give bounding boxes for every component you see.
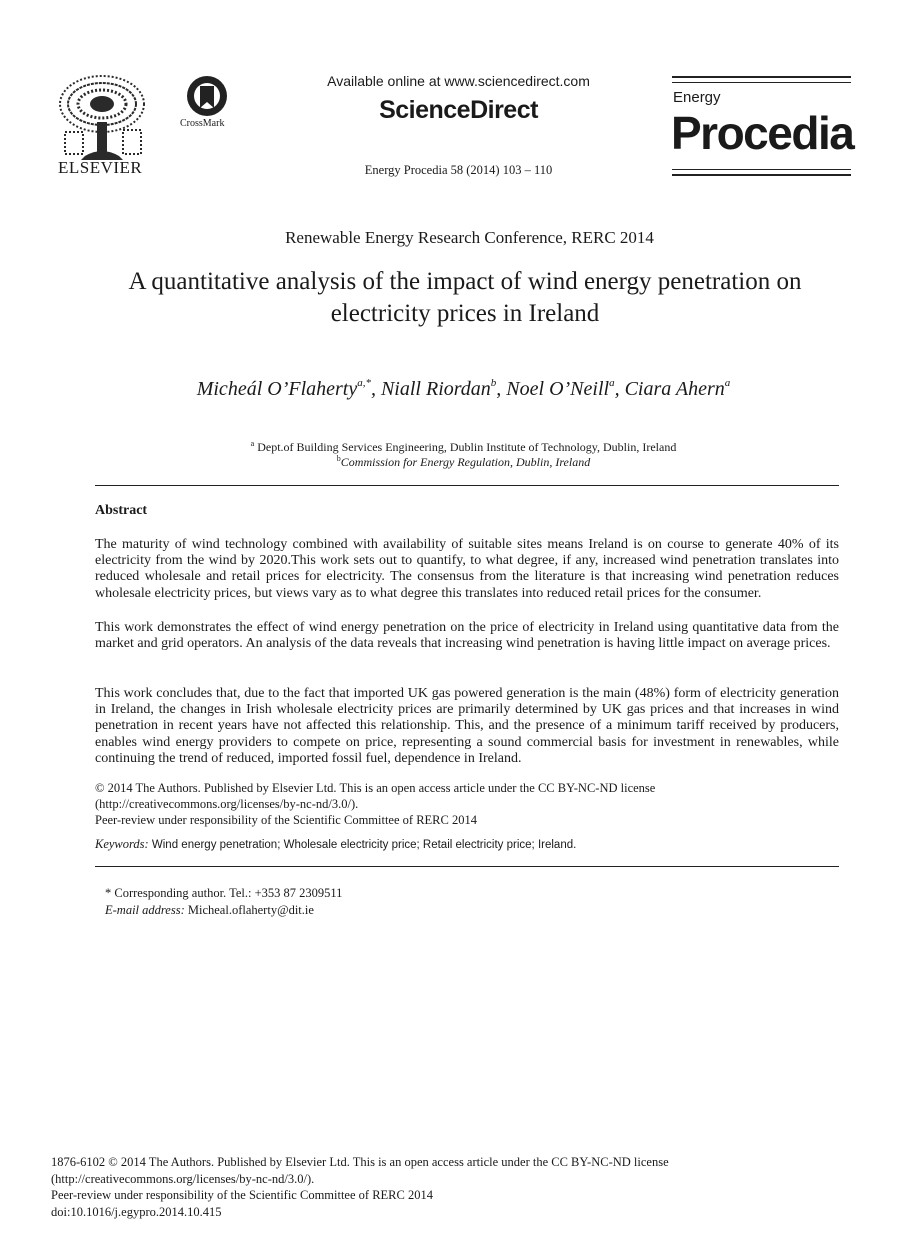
doi-link[interactable]: doi:10.1016/j.egypro.2014.10.415 <box>51 1204 222 1219</box>
author-name: Ciara Ahern <box>624 378 725 400</box>
corresponding-author: * Corresponding author. Tel.: +353 87 2309511 <box>105 886 343 900</box>
author-affiliation-mark: b <box>490 377 497 389</box>
author-affiliation-mark: a <box>724 377 731 389</box>
keywords <box>95 837 839 852</box>
author-separator: , <box>496 378 507 400</box>
author-affiliation-mark: a,* <box>357 377 371 389</box>
author-name: Micheál O’Flaherty <box>196 378 358 400</box>
crossmark-label: CrossMark <box>180 118 225 129</box>
author-separator: , <box>614 378 625 400</box>
license-notice <box>95 780 839 828</box>
license-link[interactable]: (http://creativecommons.org/licenses/by-nc-nd/3.0/). <box>95 797 359 811</box>
abstract-heading: Abstract <box>95 503 148 518</box>
paper-title-line: A quantitative analysis of the impact of wind energy penetration on <box>128 268 802 295</box>
footer-license-link[interactable]: (http://creativecommons.org/licenses/by-nc-nd/3.0/). <box>51 1171 315 1186</box>
keywords-label: Keywords: <box>95 837 149 851</box>
email-address[interactable]: Micheal.oflaherty@dit.ie <box>184 903 314 917</box>
conference-name: Renewable Energy Research Conference, RERC 2014 <box>285 228 654 247</box>
correspondence-note <box>105 885 342 919</box>
author-list <box>0 378 907 401</box>
affiliation <box>0 455 907 470</box>
paper-title <box>80 266 850 330</box>
email-label: E-mail address: <box>105 903 185 917</box>
logo-divider <box>672 174 851 176</box>
logo-divider <box>672 169 851 170</box>
section-divider <box>95 485 839 486</box>
author-name: Noel O’Neill <box>506 378 610 400</box>
affiliation-text: Commission for Energy Regulation, Dublin, Ireland <box>340 455 591 469</box>
footer-line: Peer-review under responsibility of the Scientific Committee of RERC 2014 <box>51 1188 433 1202</box>
author-name: Niall Riordan <box>380 378 491 400</box>
keywords-value: Wind energy penetration; Wholesale electricity price; Retail electricity price; Ireland. <box>148 839 577 851</box>
available-online-text[interactable]: Available online at www.sciencedirect.com <box>327 73 590 89</box>
affiliation-mark: a <box>250 439 255 448</box>
section-divider <box>95 866 839 867</box>
license-line: Peer-review under responsibility of the Scientific Committee of RERC 2014 <box>95 813 477 827</box>
affiliation-mark: b <box>336 454 341 463</box>
journal-logo-line2: Procedia <box>671 107 854 159</box>
abstract-paragraph: This work demonstrates the effect of wind energy penetration on the price of electricity in Ireland using quantitative data from the market and grid operators. An analysis of the data reveals that increasing wind penetration is having little impact on average prices. <box>95 620 839 652</box>
abstract-paragraph: The maturity of wind technology combined with availability of suitable sites means Ireland is on course to generate 40% of its electricity from the wind by 2020.This work sets out to quantify, to what degree, if any, increased wind penetration translates into reduced wholesale and retail prices for electricity. The consensus from the literature is that increasing wind penetration reduces wholesale electricity prices, but views vary as to what degree this translates into reduced retail prices for the consumer. <box>95 537 839 601</box>
author-affiliation-mark: a <box>609 377 615 389</box>
paper-title-line: electricity prices in Ireland <box>330 300 600 327</box>
journal-logo-line1: Energy <box>673 89 721 106</box>
abstract-paragraph: This work concludes that, due to the fact that imported UK gas powered generation is the main (48%) form of electricity generation in Ireland, the changes in Irish wholesale electricity prices are primarily determined by UK gas prices and that increases in wind penetration in recent years have not affected this relationship. This, and the presence of a minimum tariff received by producers, enables wind energy providers to compete on price, representing a sound commercial basis for investment in renewables, while continuing the trend of reduced, imported fossil fuel, dependence in Ireland. <box>95 686 839 766</box>
page-footer <box>51 1154 851 1220</box>
author-separator: , <box>370 378 381 400</box>
publisher-name: ELSEVIER <box>58 158 143 177</box>
email-line <box>105 902 342 919</box>
logo-divider <box>672 82 851 83</box>
affiliation-text: Dept.of Building Services Engineering, Dublin Institute of Technology, Dublin, Ireland <box>254 440 677 454</box>
footer-line: 1876-6102 © 2014 The Authors. Published by Elsevier Ltd. This is an open access article under the CC BY-NC-ND license <box>51 1155 669 1169</box>
journal-reference: Energy Procedia 58 (2014) 103 – 110 <box>364 163 553 177</box>
logo-divider <box>672 76 851 78</box>
license-line: © 2014 The Authors. Published by Elsevier Ltd. This is an open access article under the CC BY-NC-ND license <box>95 781 656 795</box>
affiliation <box>0 440 907 455</box>
sciencedirect-logo: ScienceDirect <box>379 96 538 124</box>
